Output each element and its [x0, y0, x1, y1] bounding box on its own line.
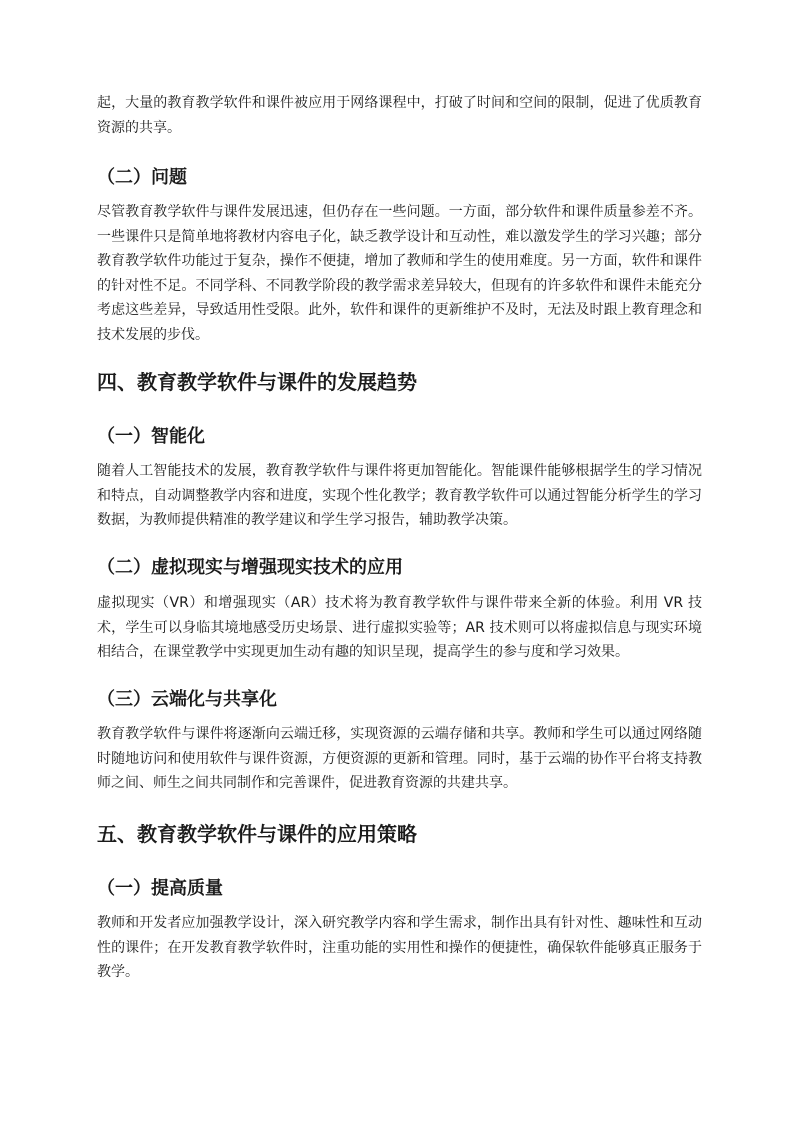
paragraph-intro-tail: 起，大量的教育教学软件和课件被应用于网络课程中，打破了时间和空间的限制，促进了优质教育资源的共享。 [97, 95, 702, 136]
heading-intelligent: （一）智能化 [97, 426, 205, 447]
heading-problem: （二）问题 [97, 167, 187, 188]
heading-improve-quality: （一）提高质量 [97, 878, 223, 899]
heading-cloud: （三）云端化与共享化 [97, 689, 277, 710]
paragraph-intelligent: 随着人工智能技术的发展，教育教学软件与课件将更加智能化。智能课件能够根据学生的学习情况和特点，自动调整教学内容和进度，实现个性化教学；教育教学软件可以通过智能分析学生的学习数据，为教师提供精准的教学建议和学生学习报告，辅助教学决策。 [97, 463, 702, 528]
paragraph-problem: 尽管教育教学软件与课件发展迅速，但仍存在一些问题。一方面，部分软件和课件质量参差不齐。一些课件只是简单地将教材内容电子化，缺乏教学设计和互动性，难以激发学生的学习兴趣；部分教育教学软件功能过于复杂，操作不便捷，增加了教师和学生的使用难度。另一方面，软件和课件的针对性不足。不同学科、不同教学阶段的教学需求差异较大，但现有的许多软件和课件未能充分考虑这些差异，导致适用性受限。此外，软件和课件的更新维护不及时，无法及时跟上教育理念和技术发展的步伐。 [97, 204, 702, 343]
heading-vr-ar: （二）虚拟现实与增强现实技术的应用 [97, 557, 403, 578]
heading-development-trends: 四、教育教学软件与课件的发展趋势 [97, 370, 417, 394]
heading-application-strategy: 五、教育教学软件与课件的应用策略 [97, 822, 417, 846]
paragraph-cloud: 教育教学软件与课件将逐渐向云端迁移，实现资源的云端存储和共享。教师和学生可以通过网络随时随地访问和使用软件与课件资源，方便资源的更新和管理。同时，基于云端的协作平台将支持教师之间、师生之间共同制作和完善课件，促进教育资源的共建共享。 [97, 726, 702, 791]
paragraph-improve-quality: 教师和开发者应加强教学设计，深入研究教学内容和学生需求，制作出具有针对性、趣味性和互动性的课件；在开发教育教学软件时，注重功能的实用性和操作的便捷性，确保软件能够真正服务于教学。 [97, 915, 702, 980]
paragraph-vr-ar: 虚拟现实（VR）和增强现实（AR）技术将为教育教学软件与课件带来全新的体验。利用 VR 技术，学生可以身临其境地感受历史场景、进行虚拟实验等；AR 技术则可以将虚拟信息与现实环境相结合，在课堂教学中实现更加生动有趣的知识呈现，提高学生的参与度和学习效果。 [97, 595, 702, 660]
